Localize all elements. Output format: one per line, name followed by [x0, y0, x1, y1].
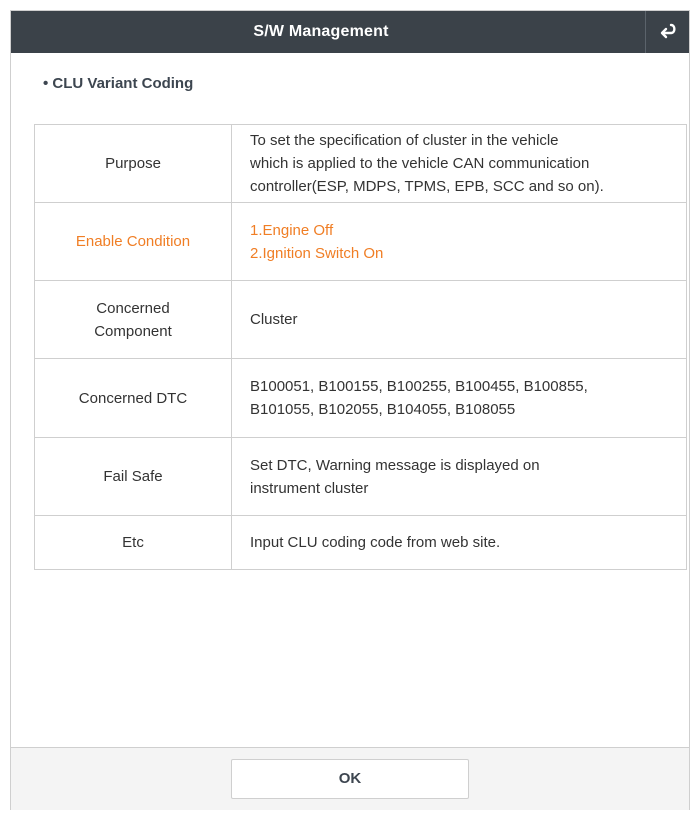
return-arrow-icon — [658, 23, 678, 41]
row-label: Concerned DTC — [35, 359, 232, 438]
dialog-footer — [11, 747, 689, 810]
section-title: • CLU Variant Coding — [43, 75, 194, 92]
value-line: To set the specification of cluster in the vehicle — [250, 132, 559, 149]
value-line: 2.Ignition Switch On — [250, 244, 384, 262]
sw-management-dialog — [10, 10, 690, 810]
ok-button[interactable]: OK — [231, 759, 469, 799]
value-line: Input CLU coding code from web site. — [250, 534, 501, 551]
row-value — [232, 516, 687, 570]
row-label: Purpose — [35, 125, 232, 203]
row-label — [35, 281, 232, 359]
row-label: Fail Safe — [35, 438, 232, 516]
row-value — [232, 359, 687, 438]
value-line: instrument cluster — [250, 479, 369, 497]
value-line: B101055, B102055, B104055, B108055 — [250, 401, 516, 418]
value-line: 1.Engine Off — [250, 221, 334, 239]
title-bar — [11, 11, 689, 53]
label-line: Concerned — [96, 299, 170, 317]
label-line: Component — [94, 322, 172, 340]
row-value — [232, 203, 687, 281]
row-label: Enable Condition — [35, 203, 232, 281]
value-line: controller(ESP, MDPS, TPMS, EPB, SCC and so on). — [250, 178, 604, 195]
back-button[interactable] — [645, 11, 689, 53]
row-label: Etc — [35, 516, 232, 570]
value-line: Set DTC, Warning message is displayed on — [250, 456, 540, 474]
row-value — [232, 438, 687, 516]
table-row-fail-safe — [35, 438, 687, 516]
table-row-etc — [35, 516, 687, 570]
value-line: Cluster — [250, 311, 298, 328]
dialog-title: S/W Management — [253, 23, 389, 40]
table-row-concerned-dtc — [35, 359, 687, 438]
table-row-concerned-component — [35, 281, 687, 359]
table-row-purpose — [35, 125, 687, 203]
row-value — [232, 281, 687, 359]
table-row-enable-condition — [35, 203, 687, 281]
value-line: B100051, B100155, B100255, B100455, B100855, — [250, 378, 588, 395]
value-line: which is applied to the vehicle CAN communication — [250, 155, 590, 172]
spec-table — [34, 124, 687, 570]
row-value — [232, 125, 687, 203]
